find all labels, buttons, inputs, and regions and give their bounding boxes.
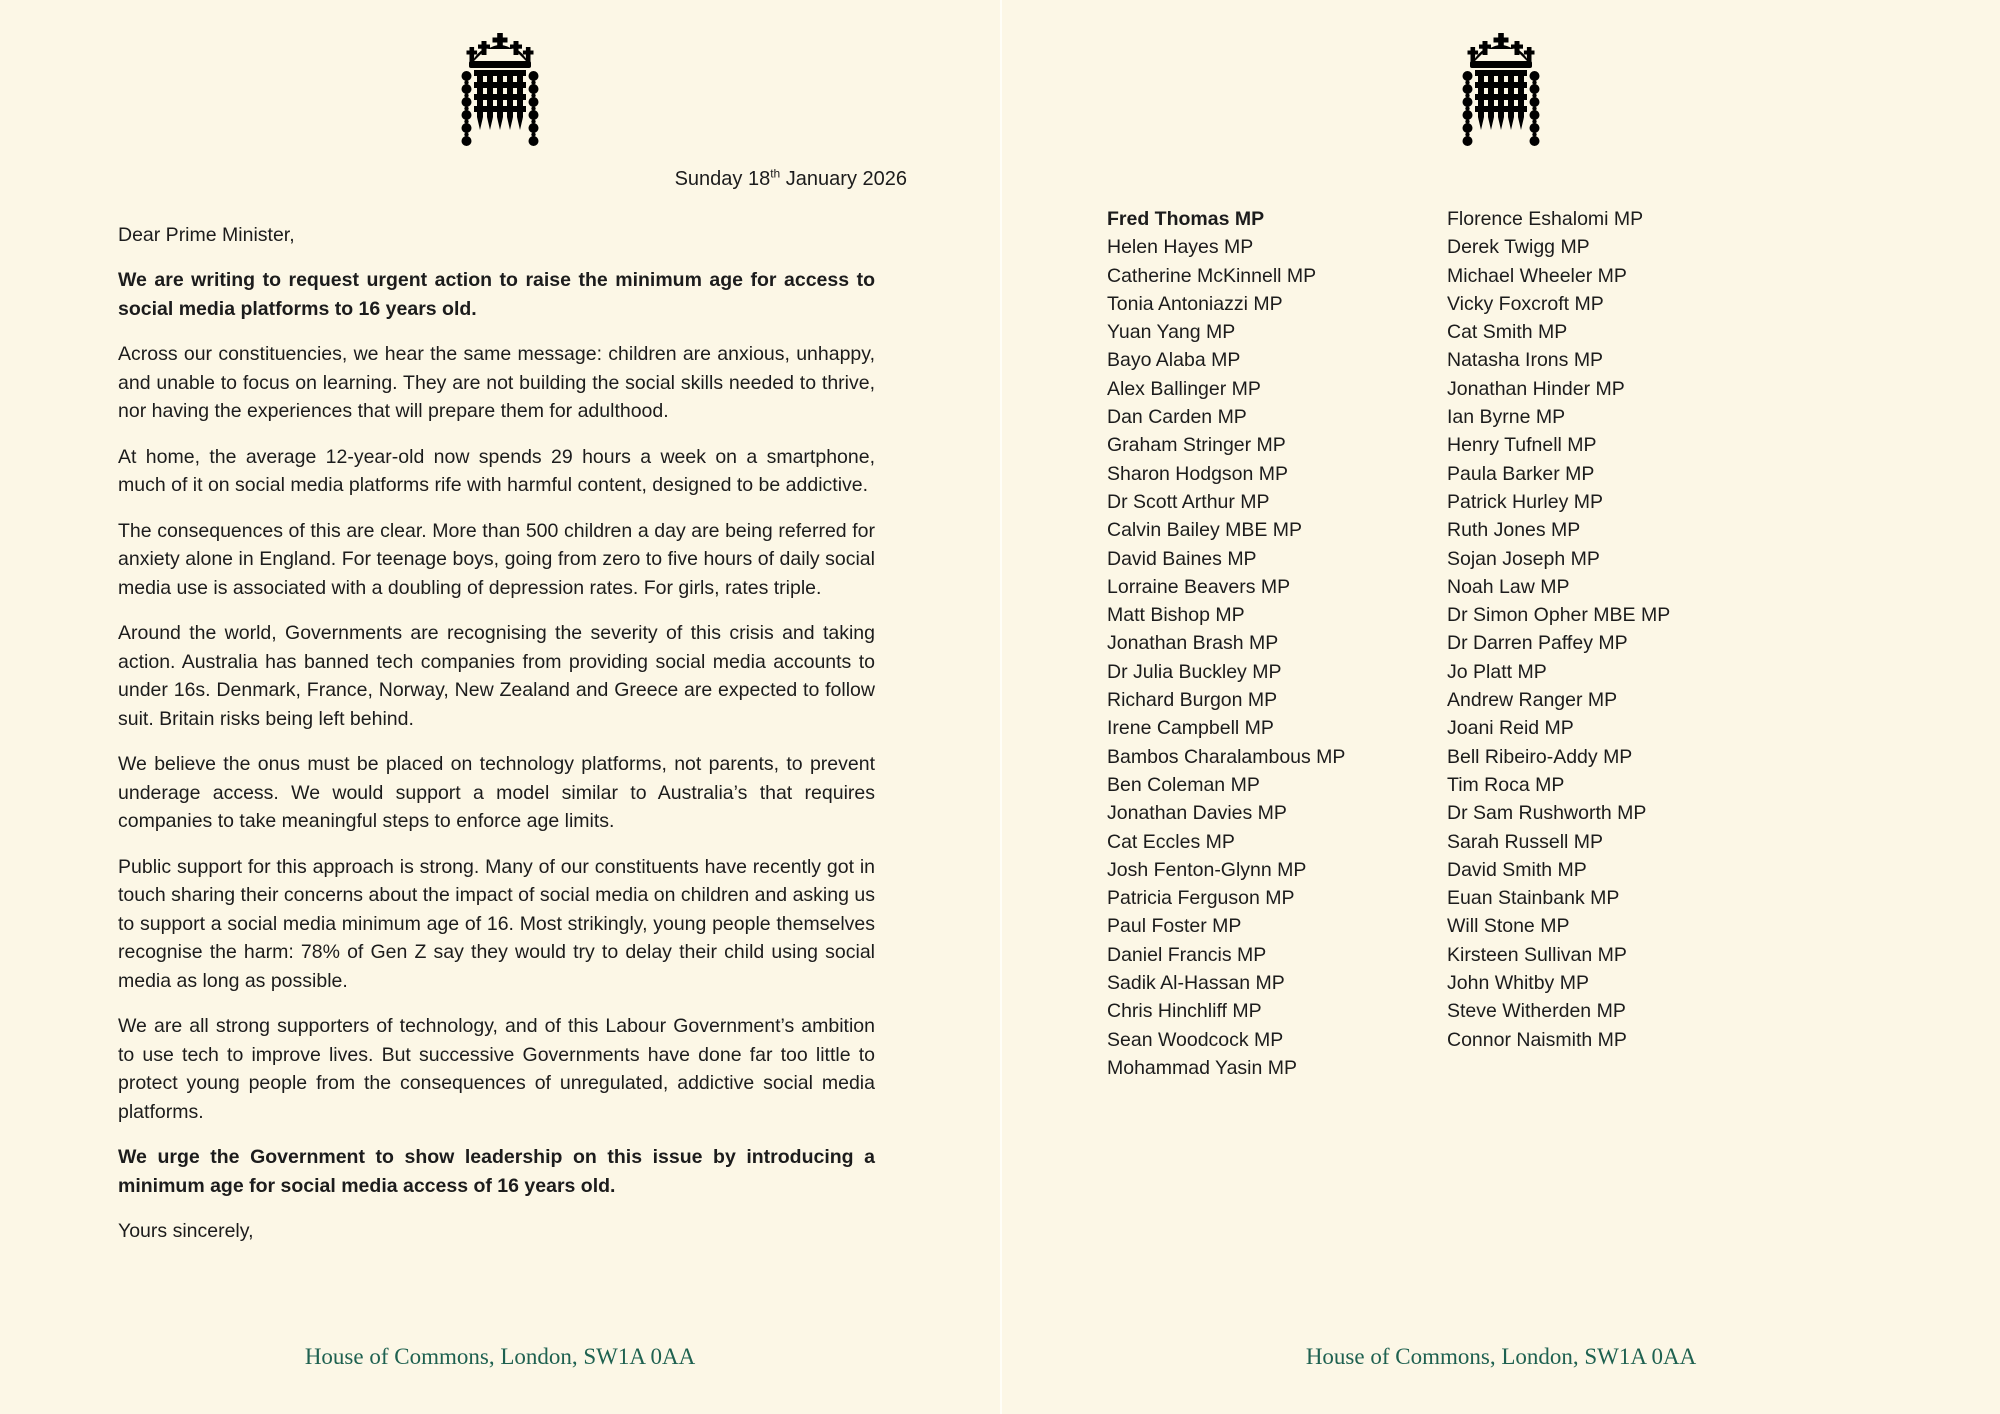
signatory-name: Daniel Francis MP	[1107, 943, 1267, 966]
letter-paragraph: The consequences of this are clear. More than 500 children a day are being referred for anxiety alone in England. For teenage boys, going from zero to five hours of daily social media use is associated with a doubling of depression rates. For girls, rates triple.	[118, 519, 875, 599]
signatory-name: Yuan Yang MP	[1107, 321, 1236, 344]
signatory-name: Andrew Ranger MP	[1447, 689, 1618, 712]
signatory-name: Sarah Russell MP	[1447, 830, 1604, 853]
crest-container	[1002, 0, 2000, 159]
letter-paragraph: Public support for this approach is strong. Many of our constituents have recently got in touch sharing their concerns about the impact of social media on children and asking us to support a social media minimum age of 16. Most strikingly, young people themselves recognise the harm: 78% of Gen Z say they would try to delay their child using social media as long as possible.	[118, 855, 875, 992]
signatory-name: Fred Thomas MP	[1107, 208, 1265, 230]
signatory-name: David Baines MP	[1107, 547, 1257, 570]
date-ordinal: th	[770, 166, 781, 181]
house-of-commons-crest-icon	[1451, 33, 1551, 159]
signatory-name: Kirsteen Sullivan MP	[1447, 943, 1627, 966]
signatory-name: Henry Tufnell MP	[1447, 434, 1597, 457]
letter-paragraph: Around the world, Governments are recognising the severity of this crisis and taking action. Australia has banned tech companies from providing social media accounts to under 16s. Denmark, France, Norway, New Zealand and Greece are expected to follow suit. Britain risks being left behind.	[118, 622, 875, 730]
signatory-name: Ben Coleman MP	[1107, 773, 1260, 796]
signatory-name: Dr Sam Rushworth MP	[1447, 802, 1647, 825]
signatory-name: Connor Naismith MP	[1447, 1028, 1627, 1051]
letter-body	[118, 266, 875, 1200]
signatory-name: Dr Darren Paffey MP	[1447, 632, 1628, 655]
signatory-name: Jo Platt MP	[1447, 660, 1547, 683]
signatory-name: John Whitby MP	[1447, 972, 1589, 995]
letter-paragraph: We are all strong supporters of technology, and of this Labour Government’s ambition to use tech to improve lives. But successive Governments have done far too little to protect young people from the consequences of unregulated, addictive social media platforms.	[118, 1015, 875, 1123]
signatory-name: Cat Eccles MP	[1107, 830, 1235, 853]
signatory-name: Calvin Bailey MBE MP	[1107, 519, 1303, 542]
signatory-name: Irene Campbell MP	[1107, 717, 1274, 740]
letter-paragraph: We believe the onus must be placed on technology platforms, not parents, to prevent underage access. We would support a model similar to Australia’s that requires companies to take meaningful steps to enforce age limits.	[118, 753, 875, 832]
signatory-name: Alex Ballinger MP	[1107, 377, 1261, 400]
letter-paragraph: We are writing to request urgent action to raise the minimum age for access to social media platforms to 16 years old.	[118, 269, 875, 320]
date-day: Sunday 18	[674, 168, 771, 190]
signatory-name: Dan Carden MP	[1107, 406, 1247, 429]
signatory-name: Steve Witherden MP	[1447, 1000, 1626, 1023]
salutation: Dear Prime Minister,	[118, 224, 295, 246]
signatory-name: Josh Fenton-Glynn MP	[1107, 858, 1307, 881]
signatory-name: Paula Barker MP	[1447, 462, 1595, 485]
signatory-name: Natasha Irons MP	[1447, 349, 1604, 372]
signatory-name: David Smith MP	[1447, 858, 1587, 881]
signatory-name: Tonia Antoniazzi MP	[1107, 292, 1283, 315]
signatory-name: Richard Burgon MP	[1107, 689, 1278, 712]
signatory-name: Ruth Jones MP	[1447, 519, 1581, 542]
signatory-name: Helen Hayes MP	[1107, 236, 1254, 259]
signatory-name: Will Stone MP	[1447, 915, 1570, 938]
signatory-name: Sojan Joseph MP	[1447, 547, 1600, 570]
signatory-name: Dr Scott Arthur MP	[1107, 490, 1270, 513]
signatories-list	[1002, 159, 2000, 1082]
signatory-name: Ian Byrne MP	[1447, 406, 1566, 429]
signatory-name: Patricia Ferguson MP	[1107, 887, 1295, 910]
house-of-commons-crest-icon	[450, 33, 550, 159]
signatory-name: Patrick Hurley MP	[1447, 490, 1604, 513]
signatory-name: Matt Bishop MP	[1107, 604, 1245, 627]
signatory-name: Dr Simon Opher MBE MP	[1447, 604, 1671, 627]
signatory-name: Florence Eshalomi MP	[1447, 208, 1644, 230]
letter-content	[0, 221, 1000, 1245]
closing: Yours sincerely,	[118, 1220, 254, 1242]
signatory-name: Tim Roca MP	[1447, 773, 1565, 796]
signatory-name: Cat Smith MP	[1447, 321, 1568, 344]
signatory-name: Graham Stringer MP	[1107, 434, 1286, 457]
date-month-year: January 2026	[780, 168, 907, 190]
signatory-name: Sean Woodcock MP	[1107, 1028, 1284, 1051]
signatory-name: Paul Foster MP	[1107, 915, 1242, 938]
signatory-name: Bambos Charalambous MP	[1107, 745, 1346, 768]
signatory-name: Catherine McKinnell MP	[1107, 264, 1317, 287]
signatory-name: Sadik Al-Hassan MP	[1107, 972, 1285, 995]
signatory-name: Mohammad Yasin MP	[1107, 1056, 1298, 1079]
signatory-name: Dr Julia Buckley MP	[1107, 660, 1282, 683]
signatory-name: Jonathan Brash MP	[1107, 632, 1279, 655]
signatures-page-footer: House of Commons, London, SW1A 0AA	[1305, 1344, 1697, 1369]
signatory-name: Michael Wheeler MP	[1447, 264, 1627, 287]
signatories-column-2	[1447, 205, 1787, 1082]
signatory-name: Joani Reid MP	[1447, 717, 1574, 740]
signatures-page	[1000, 0, 2000, 1414]
signatory-name: Lorraine Beavers MP	[1107, 575, 1291, 598]
signatory-name: Derek Twigg MP	[1447, 236, 1590, 259]
letter-page-footer: House of Commons, London, SW1A 0AA	[304, 1344, 696, 1369]
letter-date	[0, 167, 1000, 191]
signatory-name: Vicky Foxcroft MP	[1447, 292, 1604, 315]
crest-container	[0, 0, 1000, 159]
signatory-name: Noah Law MP	[1447, 575, 1570, 598]
signatory-name: Sharon Hodgson MP	[1107, 462, 1289, 485]
letter-paragraph: At home, the average 12-year-old now spends 29 hours a week on a smartphone, much of it on social media platforms rife with harmful content, designed to be addictive.	[118, 445, 875, 496]
letter-paragraph: Across our constituencies, we hear the same message: children are anxious, unhappy, and unable to focus on learning. They are not building the social skills needed to thrive, nor having the experiences that will prepare them for adulthood.	[118, 343, 875, 422]
signatory-name: Euan Stainbank MP	[1447, 887, 1620, 910]
signatories-column-1	[1107, 205, 1447, 1082]
signatory-name: Bell Ribeiro-Addy MP	[1447, 745, 1633, 768]
signatory-name: Chris Hinchliff MP	[1107, 1000, 1262, 1023]
letter-paragraph: We urge the Government to show leadership on this issue by introducing a minimum age for social media access of 16 years old.	[118, 1146, 875, 1197]
signatory-name: Jonathan Davies MP	[1107, 802, 1287, 825]
signatory-name: Bayo Alaba MP	[1107, 349, 1241, 372]
signatory-name: Jonathan Hinder MP	[1447, 377, 1625, 400]
